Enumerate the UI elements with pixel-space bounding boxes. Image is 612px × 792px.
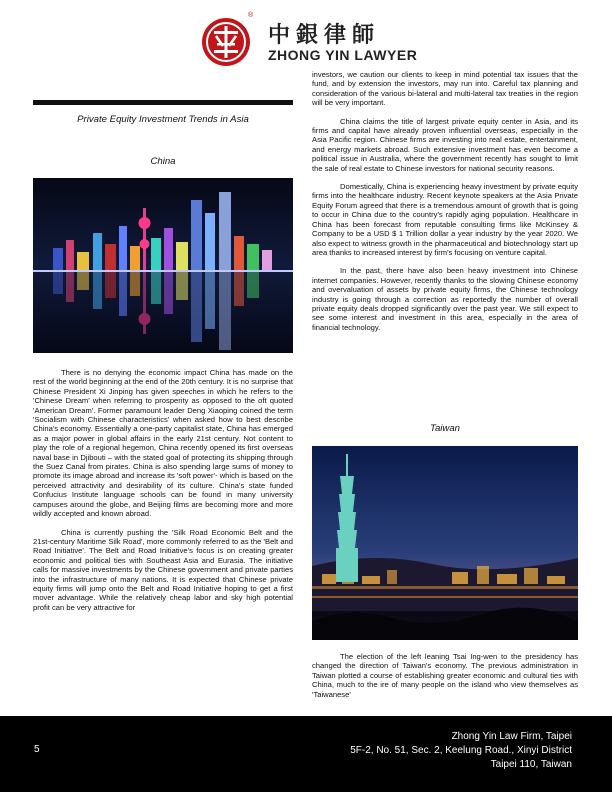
firm-logo-icon bbox=[200, 16, 252, 68]
right-column-text bbox=[312, 70, 578, 332]
page-number: 5 bbox=[34, 744, 40, 755]
article-title: Private Equity Investment Trends in Asia bbox=[77, 114, 249, 125]
logo-chinese-name: 中銀律師 bbox=[268, 22, 381, 48]
firm-address bbox=[350, 730, 572, 772]
right-paragraph-3: In the past, there have also been heavy investment into Chinese internet companies. However, recently thanks to the slowing Chinese economy and overvaluation of assets by private equity firms, the Chinese technology industry is going through a correction as reportedly the number of overall private equity deals dropped significantly over the past year. We still expect to see some interest and investment in this area, especially in the area of financial technology. bbox=[312, 266, 578, 332]
section-divider bbox=[33, 100, 293, 105]
right-paragraph-2: Domestically, China is experiencing heavy investment by private equity firms into the healthcare industry. Recent keynote speakers at the Asia Private Equity Forum agreed that there is a tremendous amount of growth that is going to occur in China due to the country's rapidly aging population. Healthcare in China has been forecast from reputable consulting firms like McKinsey & Company to be a USD $ 1 Trillion dollar a year industry by the year 2020. We also expect to witness growth in the pharmaceutical and biotechnology start up area thanks to increased interest by firm's focusing on venture capital. bbox=[312, 182, 578, 257]
china-skyline-image bbox=[33, 178, 293, 353]
taiwan-skyline-image bbox=[312, 446, 578, 640]
letterhead bbox=[0, 10, 612, 70]
right-paragraph-1: China claims the title of largest private equity center in Asia, and its firms and capital have already proven influential overseas, especially in the Asia Pacific region. Chinese firms are investing into real estate, entertainment, and energy markets abroad. Such extensive investment has even become a political issue in Australia, where the government recently has sought to limit the sale of real estate to Chinese investors for national security reasons. bbox=[312, 116, 578, 173]
china-heading: China bbox=[150, 156, 176, 167]
address-line-1: Zhong Yin Law Firm, Taipei bbox=[451, 731, 572, 742]
page-footer bbox=[0, 716, 612, 792]
address-line-3: Taipei 110, Taiwan bbox=[490, 759, 572, 770]
taiwan-text bbox=[312, 652, 578, 699]
logo-english-name: ZHONG YIN LAWYER bbox=[268, 47, 418, 63]
right-paragraph-0: investors, we caution our clients to keep in mind potential tax issues that the fund, and by extension the investors, may run into. Careful tax planning and consideration of the various bi-lateral and multi-lateral tax treaties in the region will be very important. bbox=[312, 70, 578, 108]
china-paragraph-1: There is no denying the economic impact China has made on the rest of the world beginning at the end of the 20th century. It is no surprise that Chinese President Xi Jinping has given speeches in which he refers to the 'Chinese Dream' when referring to prosperity as opposed to the oft quoted 'American Dream'. Former paramount leader Deng Xiaoping coined the term 'Socialism with Chinese characteristics' when asked how to best describe China's economy. Essentially a one-party capitalist state, China has emerged as a major power in global affairs in the early 21st century. Not content to play the role of a regional hegemon, China recently opened its first overseas naval base in Djibouti – with the stated goal of protecting its shipping through the Suez Canal from pirates. China is also spending large sums of money to promote its image abroad and increase its 'soft power'- which is based on the perceived attractivity and desirability of its culture. China's state funded Confucius Institute language schools can be found in many university campuses around the globe, and Beijing films are becoming more and more wildly accepted and known abroad. bbox=[33, 368, 293, 519]
taiwan-heading: Taiwan bbox=[429, 423, 461, 434]
taiwan-paragraph-1: The election of the left leaning Tsai Ing-wen to the presidency has changed the direction of Taiwan's economy. The previous administration in Taiwan plotted a course of establishing greater economic and cultural ties with China, much to the ire of many people on the island who view themselves as 'Taiwanese' bbox=[312, 652, 578, 699]
address-line-2: 5F-2, No. 51, Sec. 2, Keelung Road., Xinyi District bbox=[350, 745, 572, 756]
left-column-text bbox=[33, 368, 293, 612]
china-paragraph-2: China is currently pushing the 'Silk Road Economic Belt and the 21st-century Maritime Silk Road', more commonly referred to as the 'Belt and Road Initiative'. The Belt and Road Initiative's focus is on creating greater economic and political ties with Southeast Asia and Eurasia. The initiative calls for massive investments by the Chinese government and private parties into the infrastructure of many nations. It is expected that Chinese private equity firms will jump onto the Belt and Road Initiative hoping to get a first mover advantage. While the relatively cheap labor and sky high potential profit can be very attractive for bbox=[33, 527, 293, 612]
registered-mark: ® bbox=[248, 12, 254, 19]
